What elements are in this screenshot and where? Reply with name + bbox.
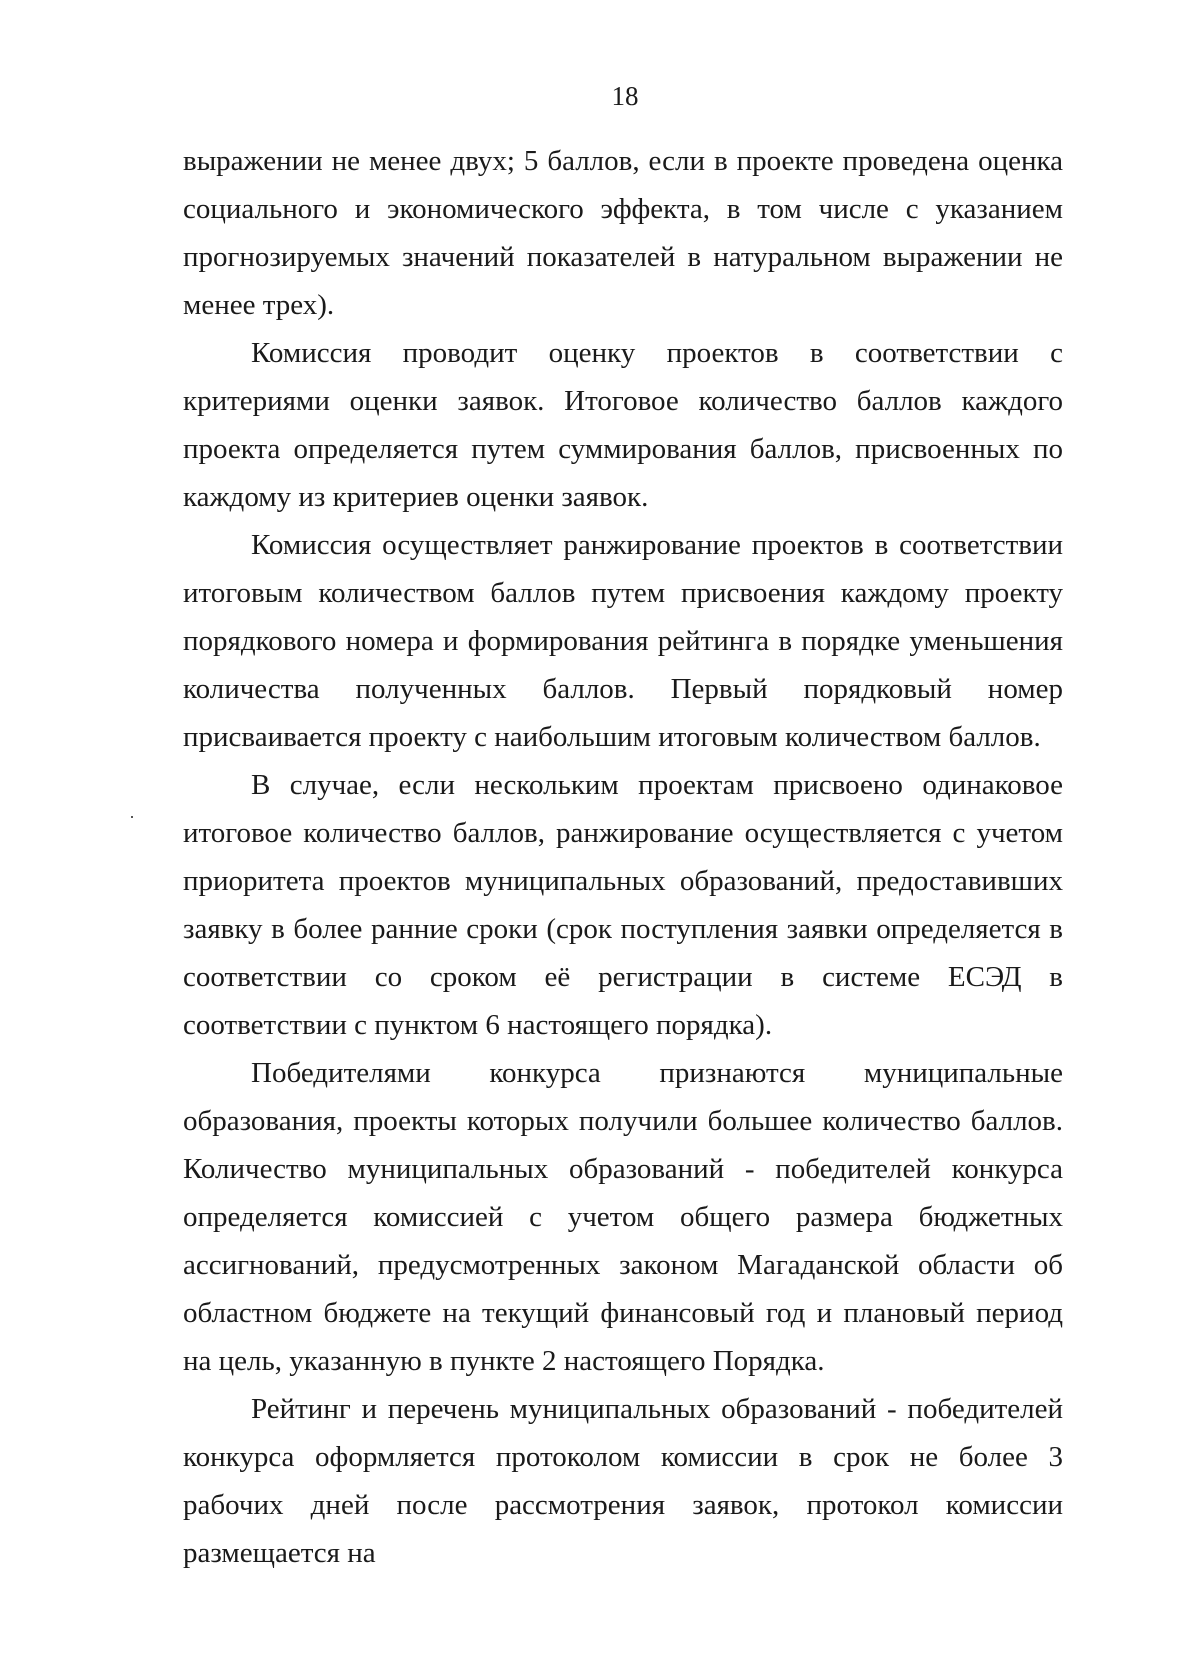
paragraph-continuation: выражении не менее двух; 5 баллов, если в проекте проведена оценка социального и экономического эффекта, в том числе с указанием прогнозируемых значений показателей в натуральном выражении не менее трех). [183, 145, 1063, 321]
document-body [183, 137, 1063, 1577]
page-number: 18 [611, 81, 639, 111]
scan-speck [131, 816, 133, 818]
paragraph-rating-protocol: Рейтинг и перечень муниципальных образований - победителей конкурса оформляется протоколом комиссии в срок не более 3 рабочих дней после рассмотрения заявок, протокол комиссии размещается на [183, 1393, 1063, 1569]
paragraph-equal-scores: В случае, если нескольким проектам присвоено одинаковое итоговое количество баллов, ранжирование осуществляется с учетом приоритета проектов муниципальных образований, предоставивших заявку в более ранние сроки (срок поступления заявки определяется в соответствии со сроком её регистрации в системе ЕСЭД в соответствии с пунктом 6 настоящего порядка). [183, 769, 1063, 1041]
paragraph-commission-ranking: Комиссия осуществляет ранжирование проектов в соответствии итоговым количеством баллов путем присвоения каждому проекту порядкового номера и формирования рейтинга в порядке уменьшения количества полученных баллов. Первый порядковый номер присваивается проекту с наибольшим итоговым количеством баллов. [183, 529, 1063, 753]
paragraph-commission-evaluation: Комиссия проводит оценку проектов в соответствии с критериями оценки заявок. Итоговое количество баллов каждого проекта определяется путем суммирования баллов, присвоенных по каждому из критериев оценки заявок. [183, 337, 1063, 513]
paragraph-winners: Победителями конкурса признаются муниципальные образования, проекты которых получили большее количество баллов. Количество муниципальных образований - победителей конкурса определяется комиссией с учетом общего размера бюджетных ассигнований, предусмотренных законом Магаданской области об областном бюджете на текущий финансовый год и плановый период на цель, указанную в пункте 2 настоящего Порядка. [183, 1057, 1063, 1377]
